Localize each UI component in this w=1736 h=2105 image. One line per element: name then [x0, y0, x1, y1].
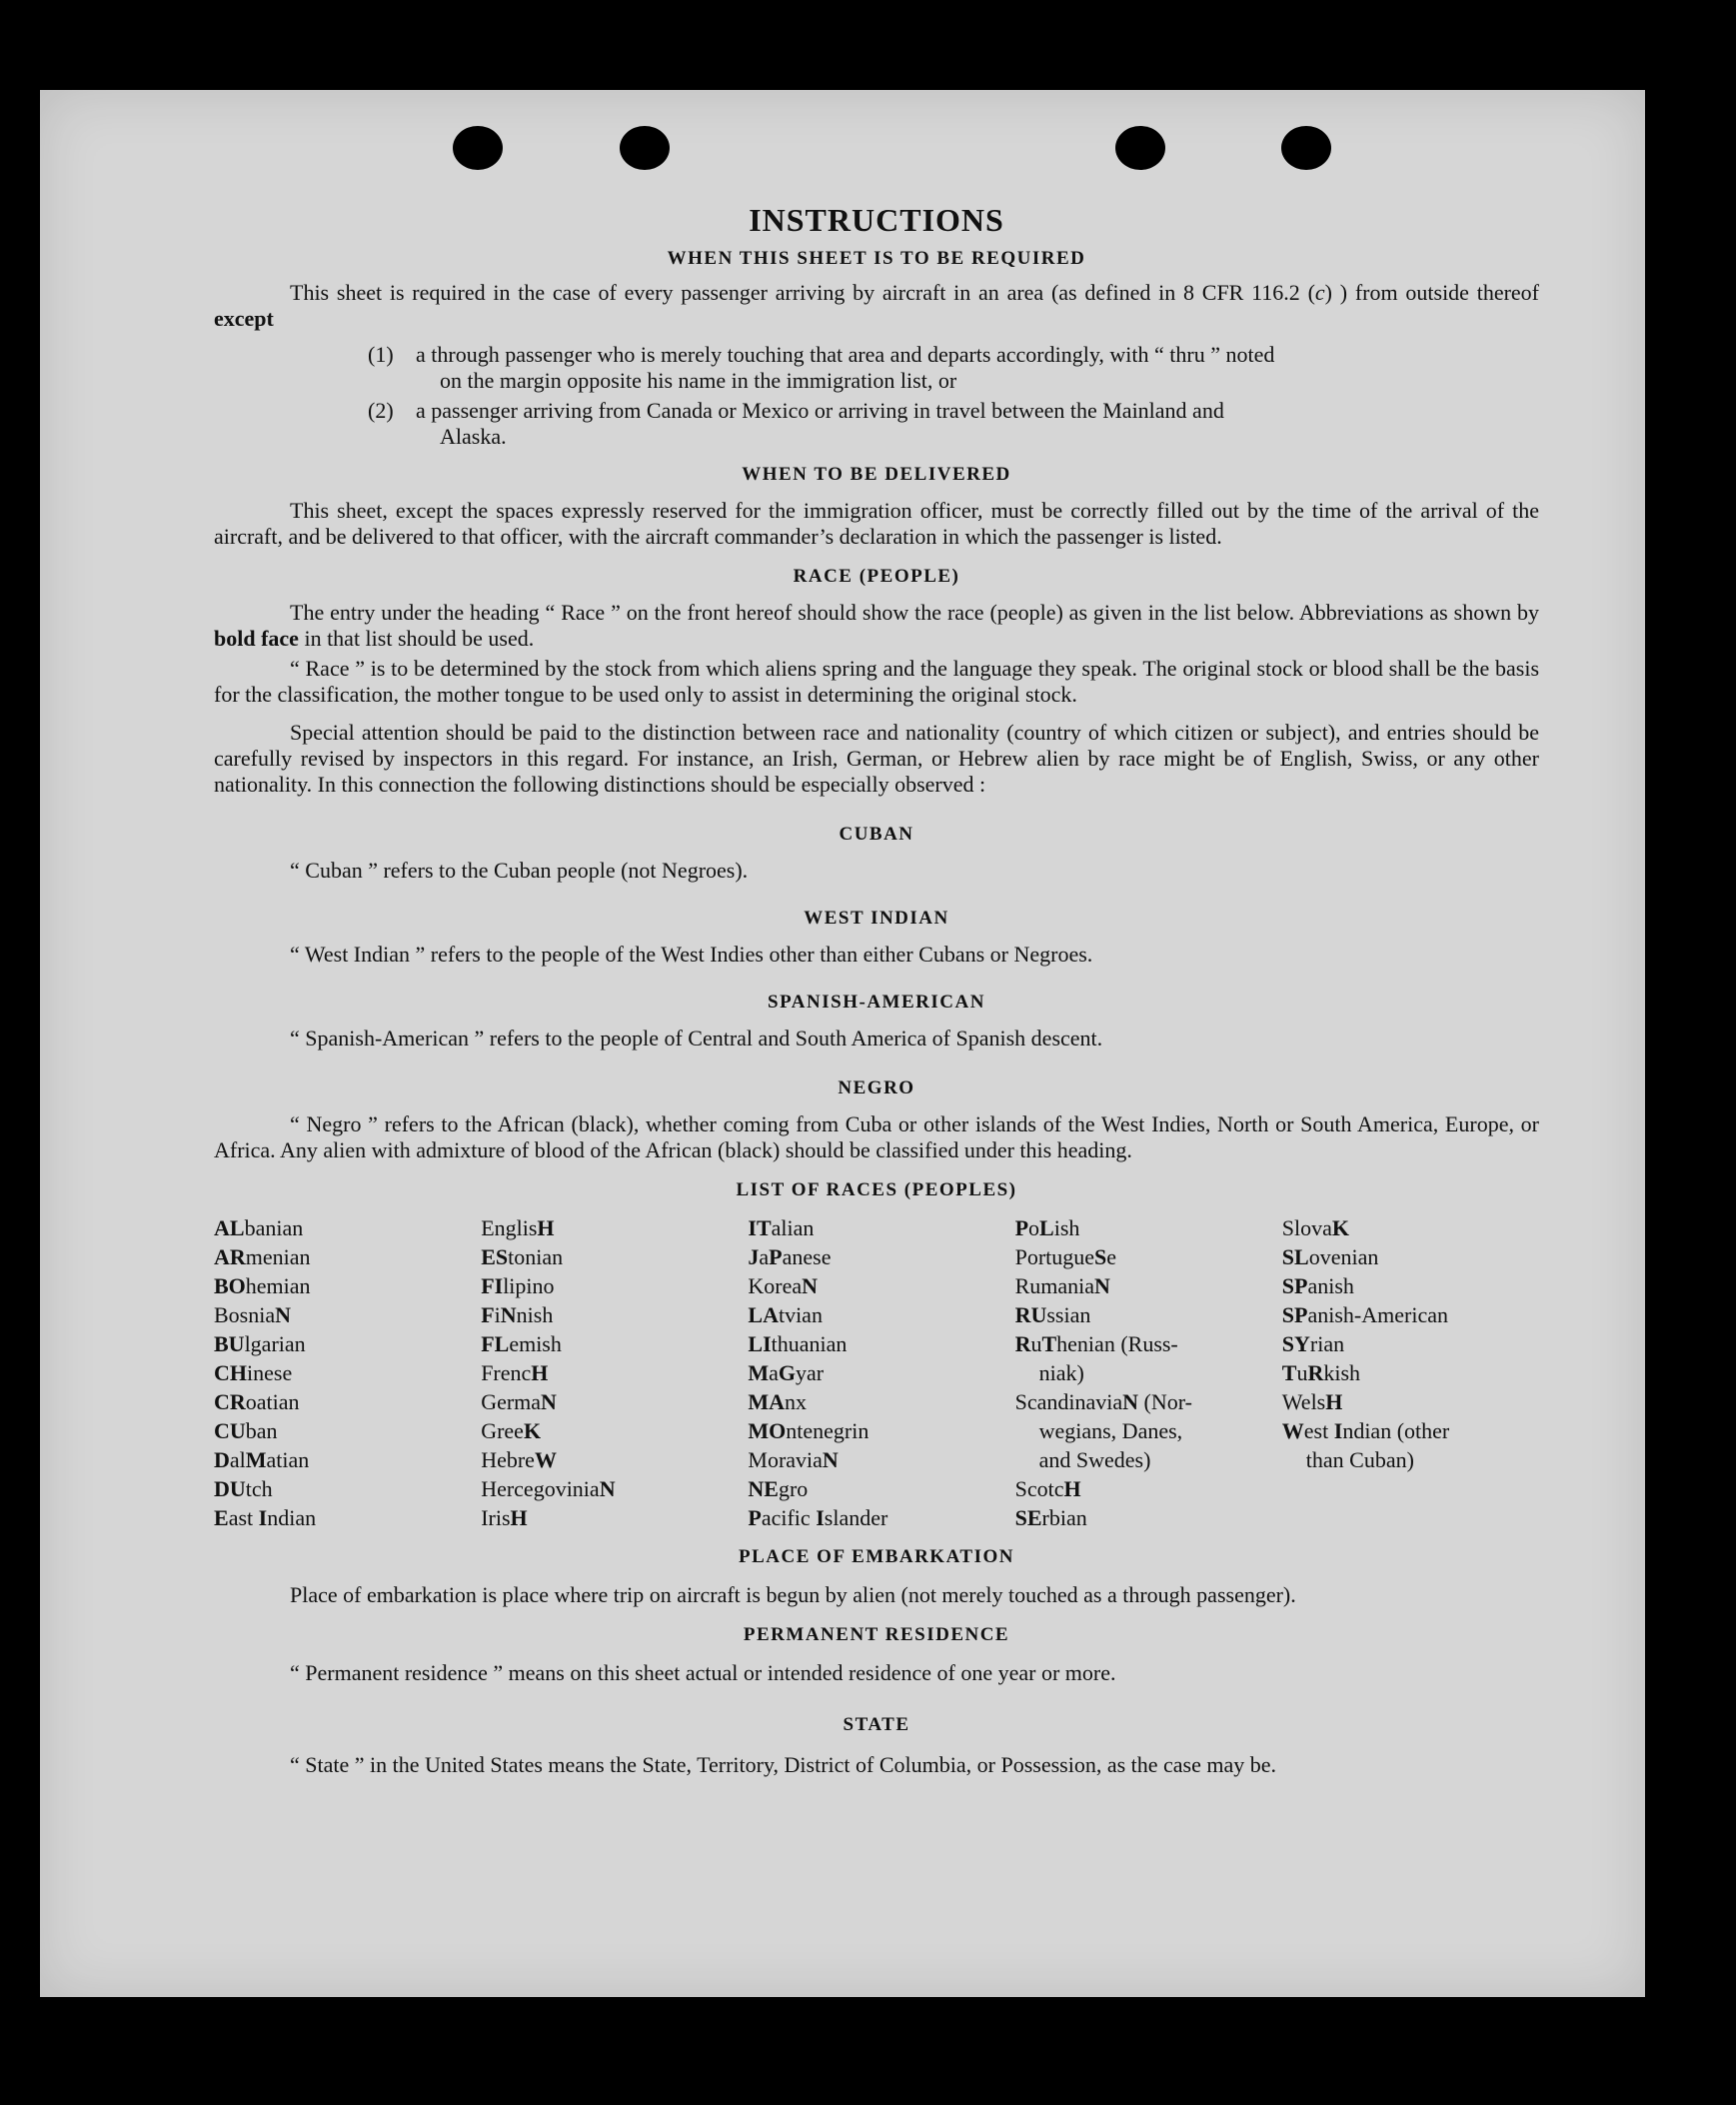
section-heading-west-indian: WEST INDIAN — [804, 908, 949, 929]
race-entry: HebreW — [481, 1447, 557, 1472]
race-entry: JaPanese — [748, 1244, 832, 1269]
race-entry: LIthuanian — [748, 1331, 848, 1356]
race-entry: IrisH — [481, 1505, 528, 1530]
race-entry: RUssian — [1014, 1302, 1091, 1327]
race-entry: ScandinaviaN (Nor- — [1014, 1389, 1192, 1414]
paragraph-state: “ State ” in the United States means the State, Territory, District of Columbia, or Possession, as the case may be. — [290, 1752, 1277, 1777]
race-entry: CRoatian — [214, 1389, 300, 1414]
race-entry: MAnx — [748, 1389, 808, 1414]
paragraph-race-3: Special attention should be paid to the distinction between race and nationality (country of which citizen or subject), and entries should be carefully revised by inspectors in this regard. For instance, an Irish, German, or Hebrew alien by race might be of English, Swiss, or any other nationality. In this connection the following distinctions should be especially observed : — [214, 720, 1539, 797]
race-entry: SPanish-American — [1281, 1302, 1448, 1327]
paragraph-race-1: The entry under the heading “ Race ” on the front hereof should show the race (people) as given in the list below. Abbreviations as shown by bold face in that list should be used. — [214, 600, 1539, 651]
race-entry: FIlipino — [481, 1273, 555, 1298]
instructions-content — [214, 200, 1539, 1780]
race-entry: RuThenian (Russ- — [1014, 1331, 1178, 1356]
race-entry: MaGyar — [748, 1360, 825, 1385]
race-entry: RumaniaN — [1014, 1273, 1110, 1298]
race-entry: SYrian — [1281, 1331, 1345, 1356]
race-column — [748, 1213, 1014, 1532]
race-entry: niak) — [1038, 1360, 1084, 1385]
race-column — [214, 1213, 481, 1532]
paragraph-spanish-american: “ Spanish-American ” refers to the people of Central and South America of Spanish descent. — [290, 1026, 1103, 1051]
race-list — [214, 1213, 1549, 1532]
punch-hole — [620, 126, 670, 170]
paragraph-permanent-residence: “ Permanent residence ” means on this sheet actual or intended residence of one year or more. — [290, 1660, 1116, 1685]
race-entry: LAtvian — [748, 1302, 823, 1327]
race-entry: Pacific Islander — [748, 1505, 888, 1530]
race-entry: East Indian — [214, 1505, 317, 1530]
race-entry: ScotcH — [1014, 1476, 1081, 1501]
paragraph-negro: “ Negro ” refers to the African (black), whether coming from Cuba or other islands of the West Indies, North or South America, Europe, or Africa. Any alien with admixture of blood of the African (black) should be classified under this heading. — [214, 1111, 1539, 1162]
document-sheet — [40, 90, 1645, 1997]
race-entry: than Cuban) — [1305, 1447, 1414, 1472]
race-entry: CHinese — [214, 1360, 293, 1385]
race-entry: SLovenian — [1281, 1244, 1379, 1269]
race-entry: CUban — [214, 1418, 278, 1443]
section-heading-permanent-residence: PERMANENT RESIDENCE — [743, 1624, 1010, 1645]
paragraph-west-indian: “ West Indian ” refers to the people of the West Indies other than either Cubans or Negroes. — [290, 942, 1093, 967]
race-entry: SErbian — [1014, 1505, 1087, 1530]
item-text: a through passenger who is merely touching that area and departs accordingly, with “ thru ” noted — [416, 342, 1275, 367]
race-entry: wegians, Danes, — [1038, 1418, 1183, 1443]
item-text-continued: on the margin opposite his name in the immigration list, or — [440, 368, 957, 393]
race-column — [1015, 1213, 1282, 1532]
punch-hole — [1115, 126, 1165, 170]
race-entry: PoLish — [1014, 1215, 1080, 1240]
race-entry: SlovaK — [1281, 1215, 1350, 1240]
race-entry: ITalian — [748, 1215, 815, 1240]
race-entry: EStonian — [481, 1244, 564, 1269]
item-number: (1) — [368, 342, 394, 367]
race-entry: FrencH — [481, 1360, 549, 1385]
section-heading-spanish-american: SPANISH-AMERICAN — [768, 992, 985, 1013]
race-entry: ALbanian — [214, 1215, 304, 1240]
race-entry: ARmenian — [214, 1244, 311, 1269]
section-heading-when-delivered: WHEN TO BE DELIVERED — [742, 464, 1011, 485]
race-entry: BosniaN — [214, 1302, 292, 1327]
race-column — [481, 1213, 748, 1532]
race-entry: FiNnish — [481, 1302, 554, 1327]
race-entry: EnglisH — [481, 1215, 555, 1240]
race-column — [1282, 1213, 1549, 1532]
race-entry: DalMatian — [214, 1447, 310, 1472]
race-entry: BUlgarian — [214, 1331, 306, 1356]
section-heading-state: STATE — [843, 1714, 910, 1735]
section-heading-embarkation: PLACE OF EMBARKATION — [739, 1546, 1014, 1567]
race-entry: MoraviaN — [748, 1447, 839, 1472]
paragraph-when-required: This sheet is required in the case of every passenger arriving by aircraft in an area (as defined in 8 CFR 116.2 (c) ) from outside thereof except — [214, 280, 1540, 331]
section-heading-cuban: CUBAN — [839, 824, 914, 845]
item-text-continued: Alaska. — [440, 424, 507, 449]
race-entry: West Indian (other — [1281, 1418, 1450, 1443]
race-entry: GreeK — [481, 1418, 542, 1443]
race-entry: TuRkish — [1281, 1360, 1361, 1385]
exception-item — [368, 398, 1539, 450]
race-entry: PortugueSe — [1014, 1244, 1117, 1269]
paragraph-race-2: “ Race ” is to be determined by the stock from which aliens spring and the language they speak. The original stock or blood shall be the basis for the classification, the mother tongue to be used only to assist in determining the original stock. — [214, 656, 1539, 707]
race-entry: NEgro — [748, 1476, 809, 1501]
page-title: INSTRUCTIONS — [749, 202, 1004, 238]
race-entry: KoreaN — [748, 1273, 819, 1298]
race-entry: MOntenegrin — [748, 1418, 869, 1443]
race-entry: DUtch — [214, 1476, 273, 1501]
paragraph-cuban: “ Cuban ” refers to the Cuban people (not Negroes). — [290, 858, 749, 883]
item-number: (2) — [368, 398, 394, 423]
race-entry: FLemish — [481, 1331, 562, 1356]
race-entry: HercegoviniaN — [481, 1476, 616, 1501]
section-heading-when-required: WHEN THIS SHEET IS TO BE REQUIRED — [667, 248, 1086, 269]
paragraph-when-delivered: This sheet, except the spaces expressly reserved for the immigration officer, must be correctly filled out by the time of the arrival of the aircraft, and be delivered to that officer, with the aircraft commander’s declaration in which the passenger is listed. — [214, 498, 1539, 549]
race-entry: SPanish — [1281, 1273, 1354, 1298]
exception-item — [368, 342, 1539, 394]
race-entry: and Swedes) — [1038, 1447, 1151, 1472]
race-entry: BOhemian — [214, 1273, 311, 1298]
section-heading-negro: NEGRO — [838, 1077, 915, 1098]
punch-hole — [1281, 126, 1331, 170]
race-entry: GermaN — [481, 1389, 557, 1414]
section-heading-list-of-races: LIST OF RACES (PEOPLES) — [736, 1179, 1017, 1200]
paragraph-embarkation: Place of embarkation is place where trip on aircraft is begun by alien (not merely touched as a through passenger). — [290, 1582, 1296, 1607]
item-text: a passenger arriving from Canada or Mexico or arriving in travel between the Mainland and — [416, 398, 1224, 423]
section-heading-race: RACE (PEOPLE) — [793, 566, 960, 587]
race-entry: WelsH — [1281, 1389, 1343, 1414]
punch-hole — [453, 126, 503, 170]
